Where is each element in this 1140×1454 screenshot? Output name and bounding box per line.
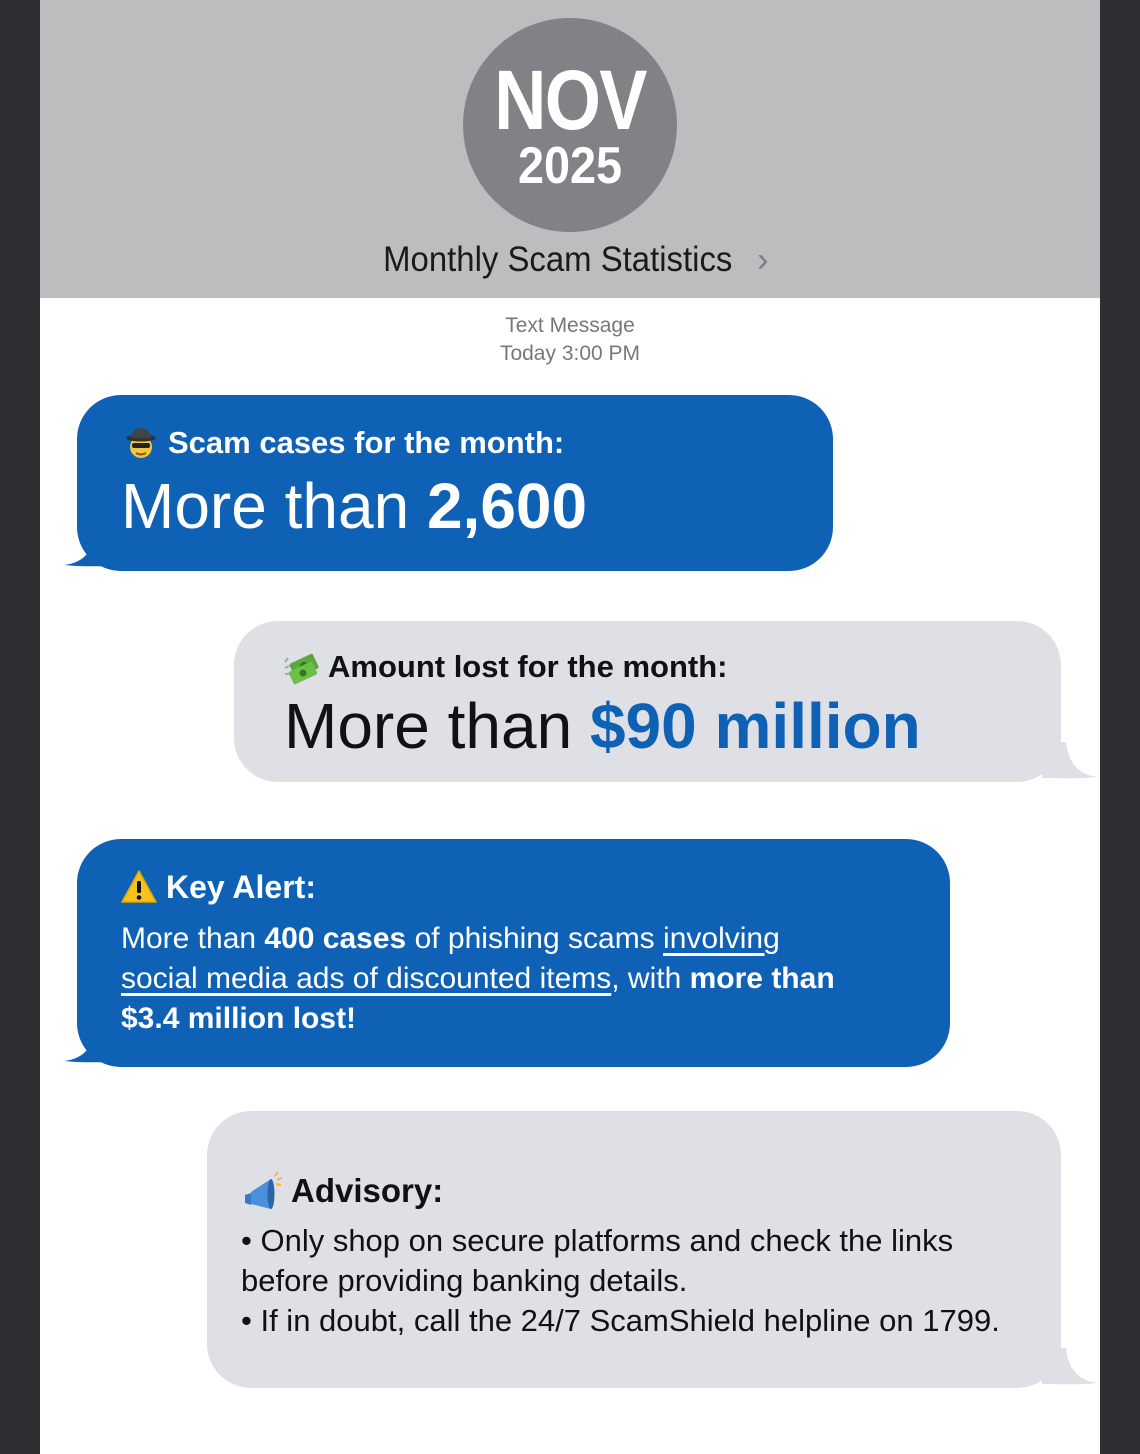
advisory-line-3: • If in doubt, call the 24/7 ScamShield helpline on 1799. (241, 1303, 1000, 1338)
amount-lost-prefix: More than (284, 690, 590, 762)
message-bubble-key-alert[interactable] (77, 839, 950, 1067)
amount-lost-value: $90 million (589, 690, 921, 762)
contact-name: Monthly Scam Statistics (382, 240, 732, 279)
avatar-year: 2025 (517, 137, 623, 195)
key-alert-label (120, 867, 316, 907)
key-alert-body (121, 919, 921, 1039)
alert-text-1: More than (121, 922, 265, 955)
advisory-label-text: Advisory: (291, 1172, 444, 1209)
advisory-line-1: • Only shop on secure platforms and check the links (241, 1223, 954, 1258)
alert-bold-more: more than (689, 962, 835, 995)
alert-underline-2: social media ads of discounted items (121, 962, 612, 995)
key-alert-label-text: Key Alert: (166, 869, 316, 905)
advisory-line-2: before providing banking details. (241, 1263, 688, 1298)
conversation-header (40, 0, 1100, 298)
amount-lost-label (282, 647, 728, 687)
message-timestamp: Today 3:00 PM (499, 342, 641, 365)
alert-bold-cases: 400 cases (264, 922, 407, 955)
message-bubble-advisory[interactable] (207, 1111, 1061, 1388)
warning-icon (120, 868, 158, 906)
contact-name-button[interactable] (40, 240, 1100, 280)
amount-lost-value-line (284, 691, 921, 761)
alert-text-2: of phishing scams (406, 922, 664, 955)
message-meta (40, 312, 1100, 368)
advisory-label (241, 1171, 443, 1211)
scam-cases-label (122, 423, 564, 463)
scam-cases-value-line (121, 471, 587, 541)
scam-cases-value: 2,600 (426, 470, 588, 542)
megaphone-icon (241, 1171, 283, 1211)
alert-text-3: , with (611, 962, 690, 995)
money-with-wings-icon (282, 648, 320, 686)
message-type: Text Message (505, 314, 635, 337)
advisory-body (241, 1221, 1051, 1341)
alert-underline-1: involving (663, 922, 780, 955)
scam-cases-label-text: Scam cases for the month: (168, 425, 565, 460)
chevron-right-icon: › (757, 241, 769, 279)
scam-cases-prefix: More than (121, 470, 427, 542)
amount-lost-label-text: Amount lost for the month: (328, 649, 728, 684)
avatar-month: NOV (494, 53, 646, 147)
message-screen (40, 0, 1100, 1454)
detective-icon (122, 424, 160, 462)
message-bubble-scam-cases[interactable] (77, 395, 833, 571)
contact-avatar[interactable] (463, 18, 677, 232)
alert-bold-amount: $3.4 million lost! (121, 1002, 357, 1035)
message-bubble-amount-lost[interactable] (234, 621, 1061, 782)
